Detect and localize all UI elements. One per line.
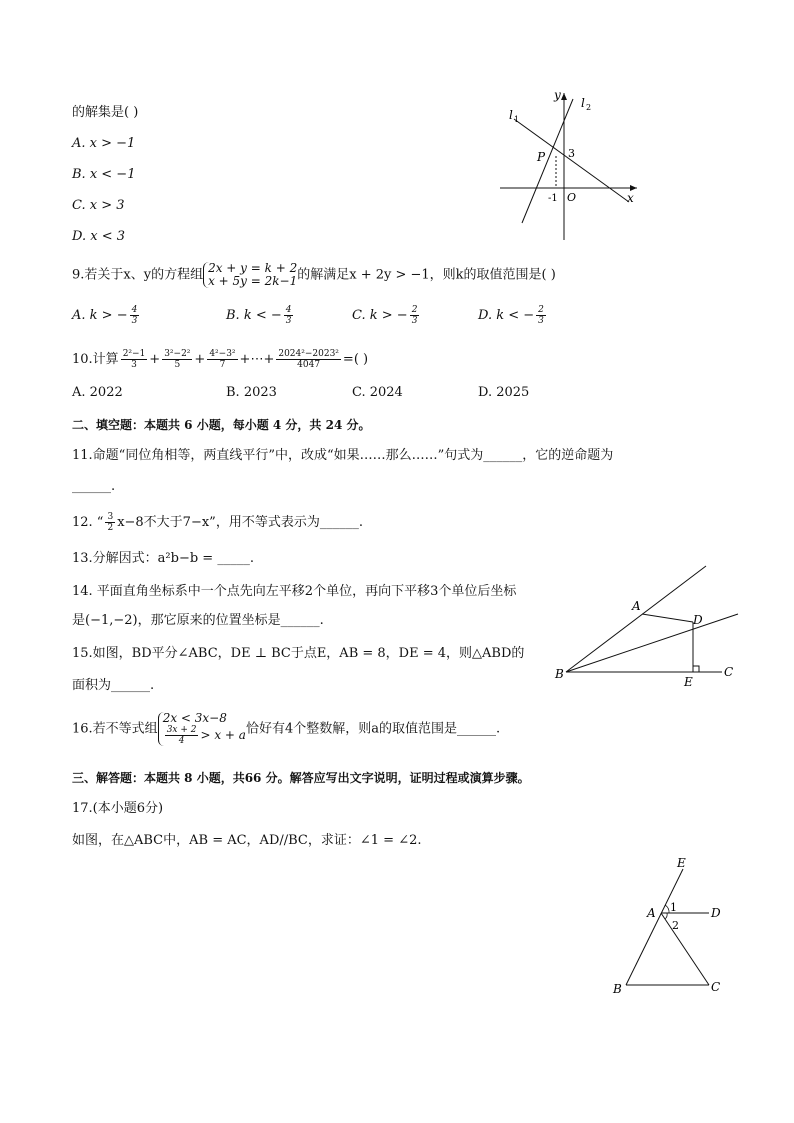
q10-option-d: D. 2025 (478, 385, 530, 400)
q8-option-c: C. x > 3 (72, 198, 125, 213)
q9-line (72, 262, 556, 288)
q10-line: 10.计算 $\frac{\text{2²−1}}{3}$ + $\frac{\text{3²−2²}}{5}$ + $\frac{\text{4²−3²}}{7}$ +⋯+ $\frac{\text{2024²−2023²}}{4047}$ =( ) (72, 349, 369, 370)
l2-sub: 2 (586, 103, 592, 112)
q9-suffix: 的解满足x + 2y > −1，则k的取值范围是( ) (297, 267, 556, 283)
section-3-heading: 三、解答题：本题共 8 小题，共66 分。解答应写出文字说明，证明过程或演算步骤。 (72, 771, 530, 785)
x-label: x (627, 191, 634, 205)
line-l1 (514, 119, 629, 202)
l1-sub: 1 (514, 115, 520, 124)
label-a: A (647, 906, 656, 920)
q14-line1: 14. 平面直角坐标系中一个点先向左平移2个单位，再向下平移3个单位后坐标 (72, 584, 517, 599)
q17-title: 17.(本小题6分) (72, 801, 164, 816)
origin-label: O (567, 191, 577, 204)
angle-2-arc (665, 913, 667, 919)
q8-graph-figure (495, 85, 645, 245)
y-arrow-icon (561, 93, 567, 100)
label-c: C (724, 665, 734, 679)
q9-option-c: C. k > − $\frac{2}{3}$ (352, 305, 418, 326)
q16-system: 2x < 3x−8 $\frac{3x + 2}{4}$ > x + a (158, 712, 246, 746)
q10-option-b: B. 2023 (226, 385, 277, 400)
q13-line: 13.分解因式：a²b−b = _____. (72, 551, 254, 566)
segment-ad (642, 614, 693, 622)
q10-option-a: A. 2022 (72, 385, 123, 400)
label-d: D (693, 613, 703, 627)
q9-option-a: A. k > − $\frac{4}{3}$ (72, 305, 138, 326)
right-angle-mark (693, 666, 699, 672)
label-b: B (555, 667, 564, 681)
label-2: 2 (672, 919, 679, 932)
ray-ba (566, 566, 706, 672)
angle-1-arc (665, 905, 669, 913)
q9-option-b: B. k < − $\frac{4}{3}$ (226, 305, 292, 326)
q15-line1: 15.如图，BD平分∠ABC，DE ⊥ BC于点E，AB = 8，DE = 4，则△ABD的 (72, 646, 525, 661)
q8-stem-tail: 的解集是( ) (72, 105, 139, 120)
q15-figure (550, 560, 750, 690)
q11-line2: ______. (72, 479, 116, 494)
q14-line2: 是(−1,−2)，那它原来的位置坐标是______. (72, 613, 324, 628)
ray-bd (566, 614, 738, 672)
q10-option-c: C. 2024 (352, 385, 403, 400)
q17-figure (605, 855, 735, 1005)
q9-system (203, 262, 297, 288)
q8-option-d: D. x < 3 (72, 229, 125, 244)
q8-option-b: B. x < −1 (72, 167, 136, 182)
q8-option-a: A. x > −1 (72, 136, 136, 151)
q9-eq1: 2x + y = k + 2 (208, 261, 298, 275)
q9-eq2: x + 5y = 2k−1 (208, 274, 298, 288)
q11-line1: 11.命题“同位角相等，两直线平行”中，改成“如果……那么……”句式为______，它的逆命题为 (72, 448, 614, 463)
l2-label: l (581, 96, 585, 110)
l1-label: l (509, 108, 513, 122)
label-e: E (684, 675, 693, 689)
label-b: B (613, 982, 622, 996)
q12-line: 12. “ $\frac{3}{2}$ x−8不大于7−x”，用不等式表示为______. (72, 512, 363, 533)
q16-line: 16.若不等式组 2x < 3x−8 $\frac{3x + 2}{4}$ > x + a 恰好有4个整数解，则a的取值范围是______. (72, 711, 501, 746)
p-label: P (537, 150, 546, 164)
neg1-label: -1 (548, 193, 558, 204)
three-label: 3 (568, 147, 575, 160)
line-l2 (522, 99, 573, 223)
segment-ac (661, 913, 709, 985)
q9-prefix: 9.若关于x、y的方程组 (72, 267, 204, 283)
q17-text: 如图，在△ABC中，AB = AC，AD//BC，求证：∠1 = ∠2. (72, 833, 422, 848)
label-e: E (677, 856, 686, 870)
label-d: D (711, 906, 721, 920)
y-label: y (554, 88, 561, 102)
q15-line2: 面积为______. (72, 678, 155, 693)
q9-option-d: D. k < − $\frac{2}{3}$ (478, 305, 544, 326)
label-c: C (711, 980, 721, 994)
label-a: A (632, 599, 641, 613)
section-2-heading: 二、填空题：本题共 6 小题，每小题 4 分，共 24 分。 (72, 418, 371, 432)
label-1: 1 (670, 901, 677, 914)
